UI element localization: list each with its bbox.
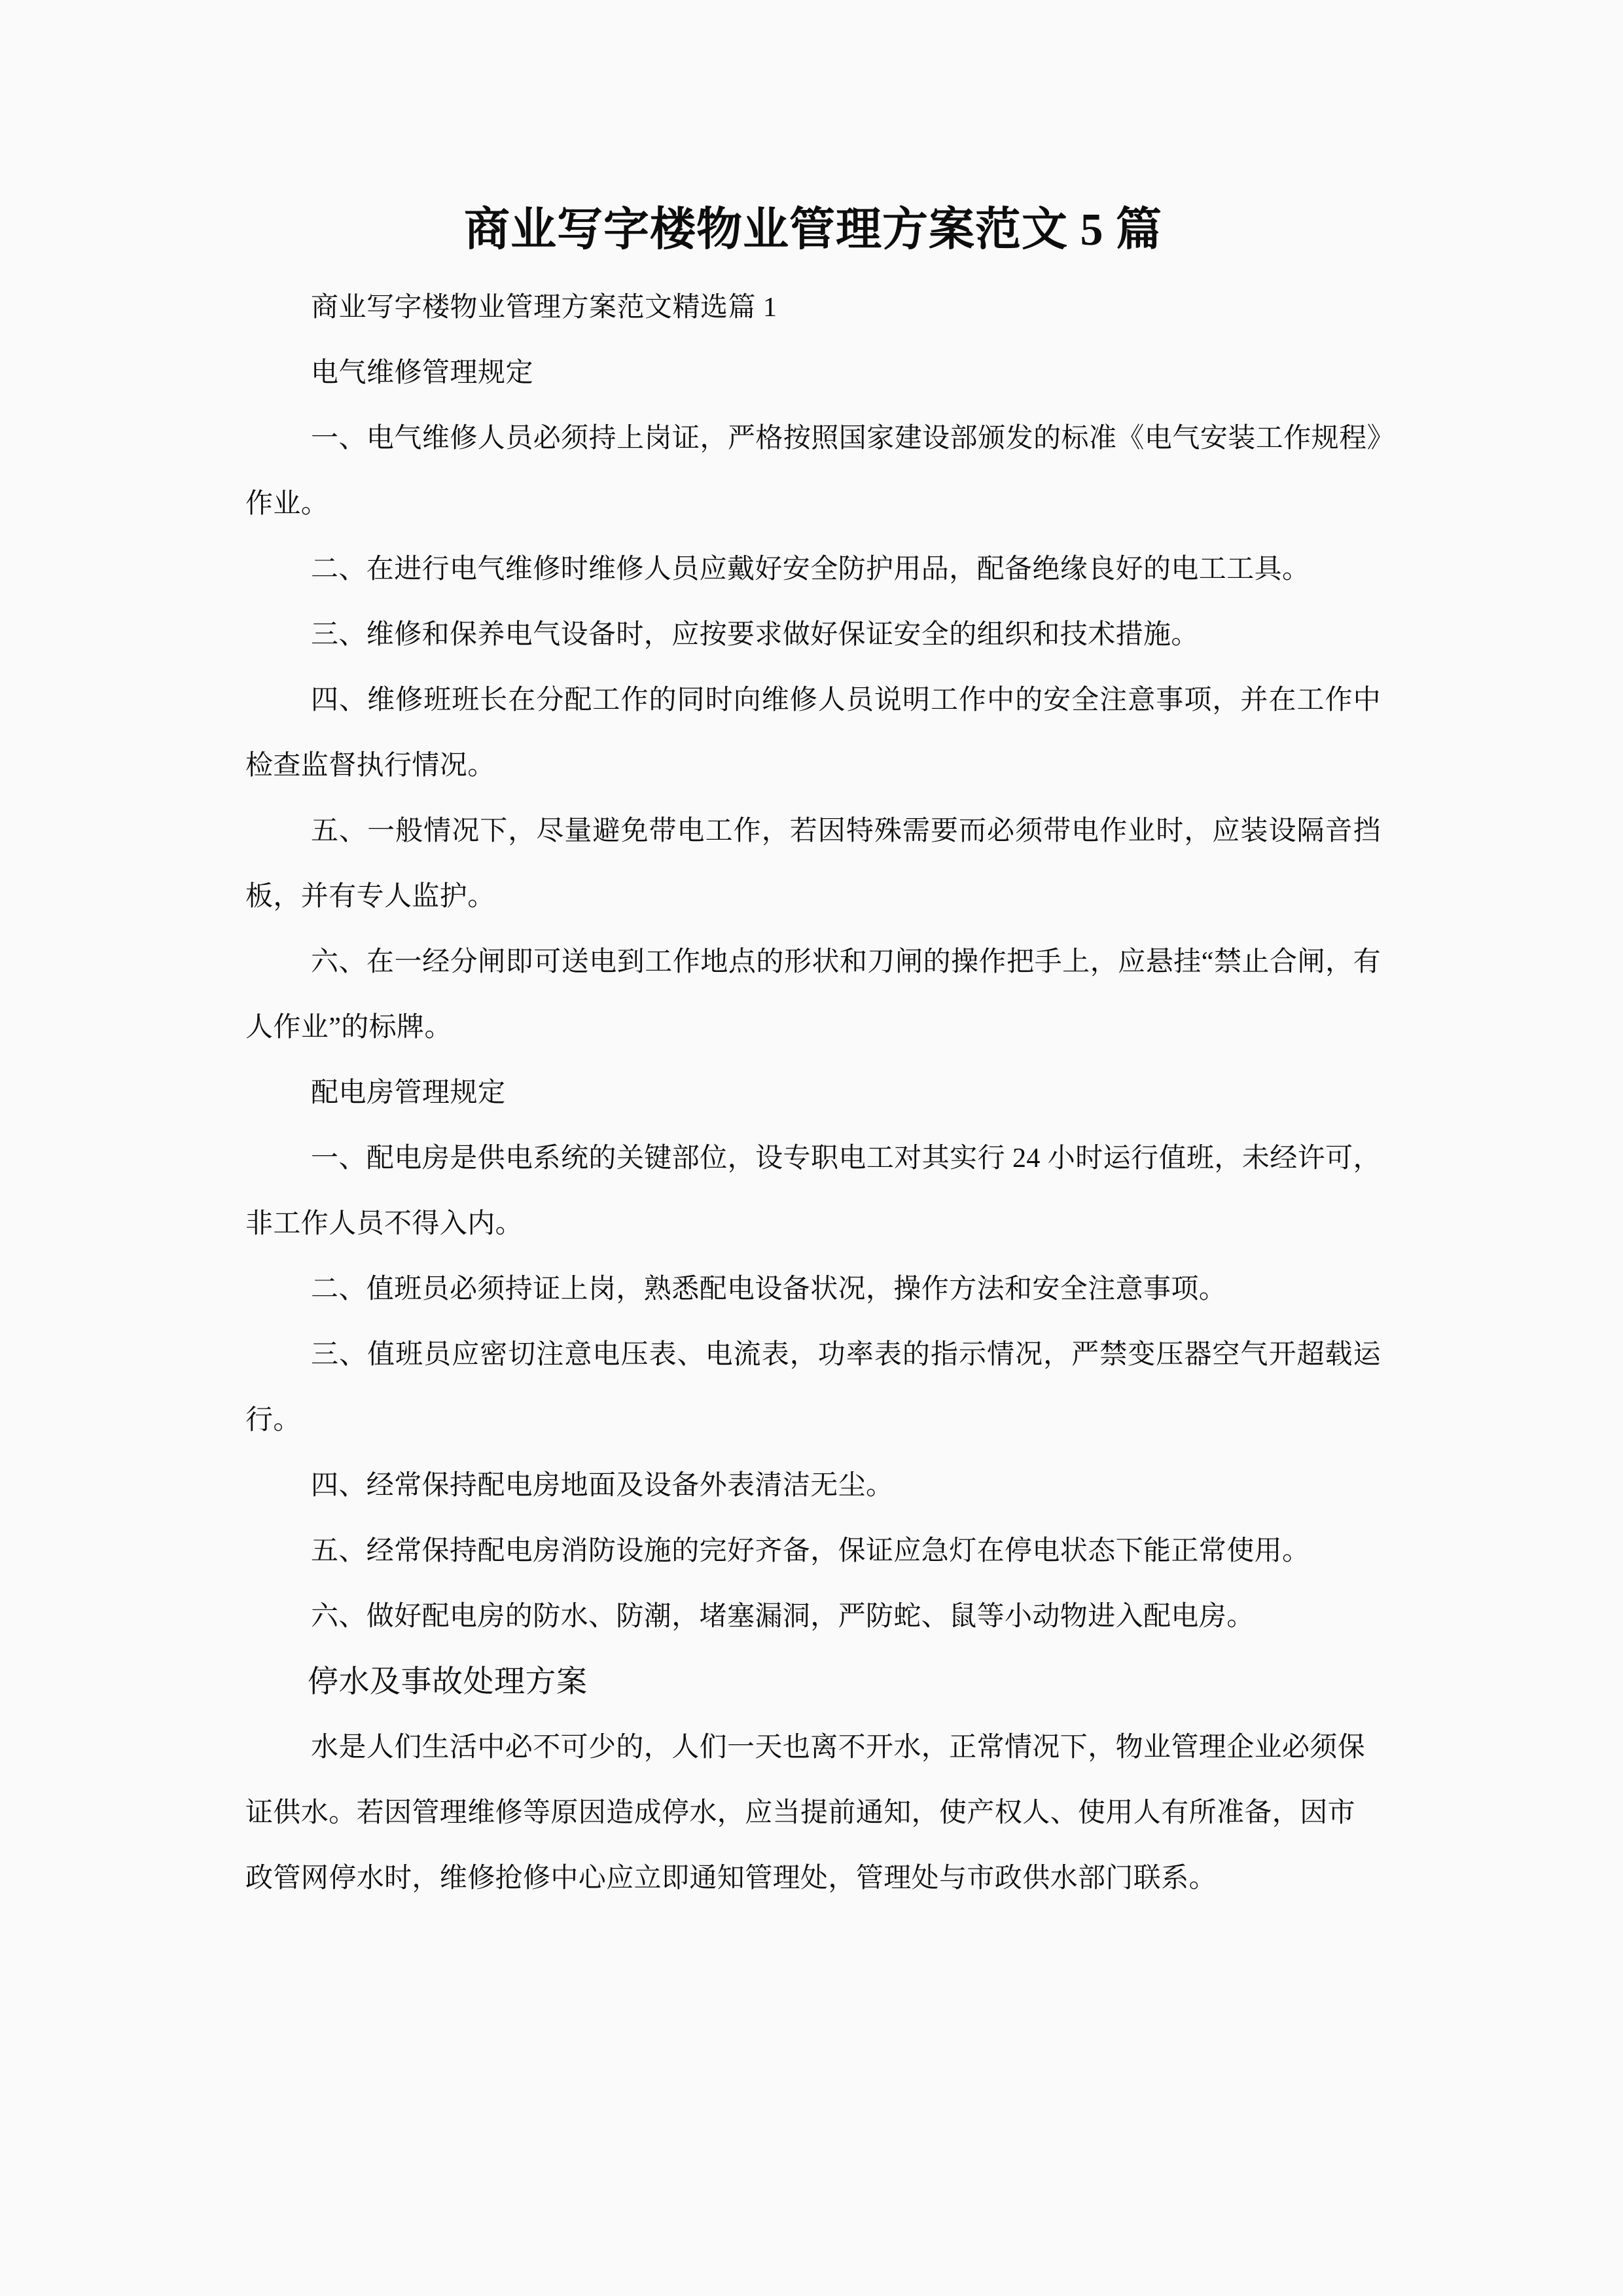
clause-electrical-6: 六、在一经分闸即可送电到工作地点的形状和刀闸的操作把手上，应悬挂“禁止合闸，有人作业”的标牌。 — [245, 947, 1381, 1043]
section-heading-distribution-room: 配电房管理规定 — [311, 1078, 506, 1108]
clause-distribution-3: 三、值班员应密切注意电压表、电流表，功率表的指示情况，严禁变压器空气开超载运行。 — [245, 1340, 1381, 1435]
clause-distribution-4: 四、经常保持配电房地面及设备外表清洁无尘。 — [311, 1471, 894, 1501]
section-heading-electrical-maintenance: 电气维修管理规定 — [311, 358, 534, 388]
clause-distribution-2: 二、值班员必须持证上岗，熟悉配电设备状况，操作方法和安全注意事项。 — [311, 1274, 1227, 1304]
clause-distribution-5: 五、经常保持配电房消防设施的完好齐备，保证应急灯在停电状态下能正常使用。 — [311, 1536, 1310, 1566]
clause-distribution-1: 一、配电房是供电系统的关键部位，设专职电工对其实行 24 小时运行值班，未经许可，非工作人员不得入内。 — [245, 1143, 1381, 1239]
page-title: 商业写字楼物业管理方案范文 5 篇 — [464, 205, 1162, 255]
clause-distribution-6: 六、做好配电房的防水、防潮，堵塞漏洞，严防蛇、鼠等小动物进入配电房。 — [311, 1602, 1255, 1632]
article-label: 商业写字楼物业管理方案范文精选篇 1 — [311, 293, 777, 323]
document-body — [245, 275, 1381, 1911]
document-content — [245, 196, 1381, 1911]
clause-electrical-3: 三、维修和保养电气设备时，应按要求做好保证安全的组织和技术措施。 — [311, 620, 1199, 650]
section-heading-water-outage: 停水及事故处理方案 — [308, 1665, 588, 1699]
clause-electrical-4: 四、维修班班长在分配工作的同时向维修人员说明工作中的安全注意事项，并在工作中检查监督执行情况。 — [245, 685, 1381, 781]
paragraph-water-supply: 水是人们生活中必不可少的，人们一天也离不开水，正常情况下，物业管理企业必须保证供水。若因管理维修等原因造成停水，应当提前通知，使产权人、使用人有所准备，因市政管网停水时，维修抢修中心应立即通知管理处，管理处与市政供水部门联系。 — [245, 1732, 1366, 1893]
clause-electrical-2: 二、在进行电气维修时维修人员应戴好安全防护用品，配备绝缘良好的电工工具。 — [311, 554, 1310, 584]
clause-electrical-1: 一、电气维修人员必须持上岗证，严格按照国家建设部颁发的标准《电气安装工作规程》作业。 — [245, 423, 1381, 519]
clause-electrical-5: 五、一般情况下，尽量避免带电工作，若因特殊需要而必须带电作业时，应装设隔音挡板，并有专人监护。 — [245, 816, 1381, 912]
